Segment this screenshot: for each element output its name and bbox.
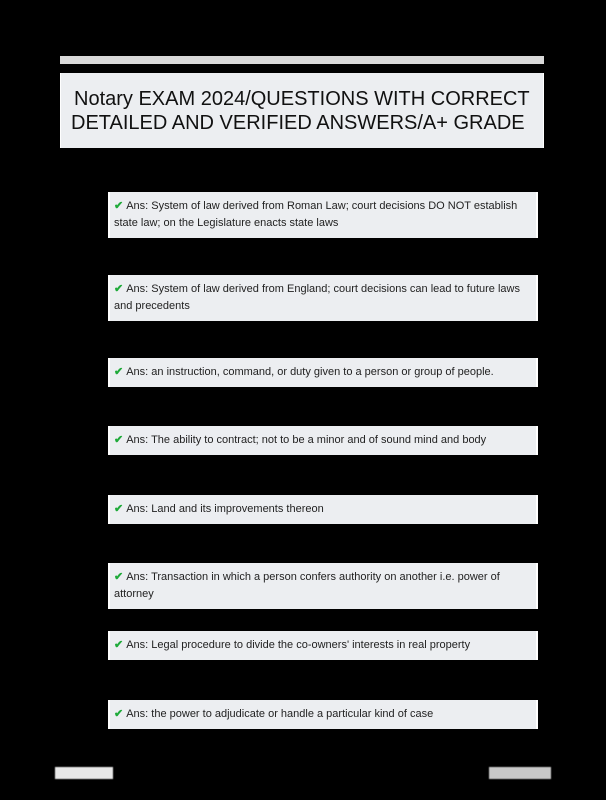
answer-item	[108, 275, 538, 321]
answer-item	[108, 631, 538, 660]
check-icon: ✔	[114, 571, 124, 583]
footer-site-name-obscured	[55, 767, 113, 779]
check-icon: ✔	[114, 200, 124, 212]
answer-text: Ans: The ability to contract; not to be a minor and of sound mind and body	[126, 434, 487, 446]
title-line-2: DETAILED AND VERIFIED ANSWERS/A+ GRADE	[71, 111, 525, 134]
check-icon: ✔	[114, 708, 124, 720]
answer-item	[108, 426, 538, 455]
check-icon: ✔	[114, 503, 124, 515]
answer-item	[108, 192, 538, 238]
check-icon: ✔	[114, 434, 124, 446]
check-icon: ✔	[114, 366, 124, 378]
answer-item	[108, 563, 538, 609]
answer-text: Ans: an instruction, command, or duty given to a person or group of people.	[126, 366, 494, 378]
document-title	[60, 73, 544, 148]
answer-item	[108, 495, 538, 524]
answer-text: Ans: Land and its improvements thereon	[126, 503, 324, 515]
answer-text: Ans: System of law derived from Roman Law; court decisions DO NOT establish state law; on the Legislature enacts state laws	[114, 200, 518, 229]
answer-text: Ans: Legal procedure to divide the co-owners' interests in real property	[126, 639, 471, 651]
answer-text: Ans: Transaction in which a person confers authority on another i.e. power of attorney	[114, 571, 500, 600]
answer-text: Ans: the power to adjudicate or handle a particular kind of case	[126, 708, 434, 720]
answer-text: Ans: System of law derived from England; court decisions can lead to future laws and precedents	[114, 283, 520, 312]
title-line-1: Notary EXAM 2024/QUESTIONS WITH CORRECT	[74, 87, 530, 110]
answer-item	[108, 700, 538, 729]
check-icon: ✔	[114, 639, 124, 651]
answer-item	[108, 358, 538, 387]
footer-page-number-obscured	[489, 767, 551, 779]
check-icon: ✔	[114, 283, 124, 295]
top-rule	[60, 56, 544, 64]
